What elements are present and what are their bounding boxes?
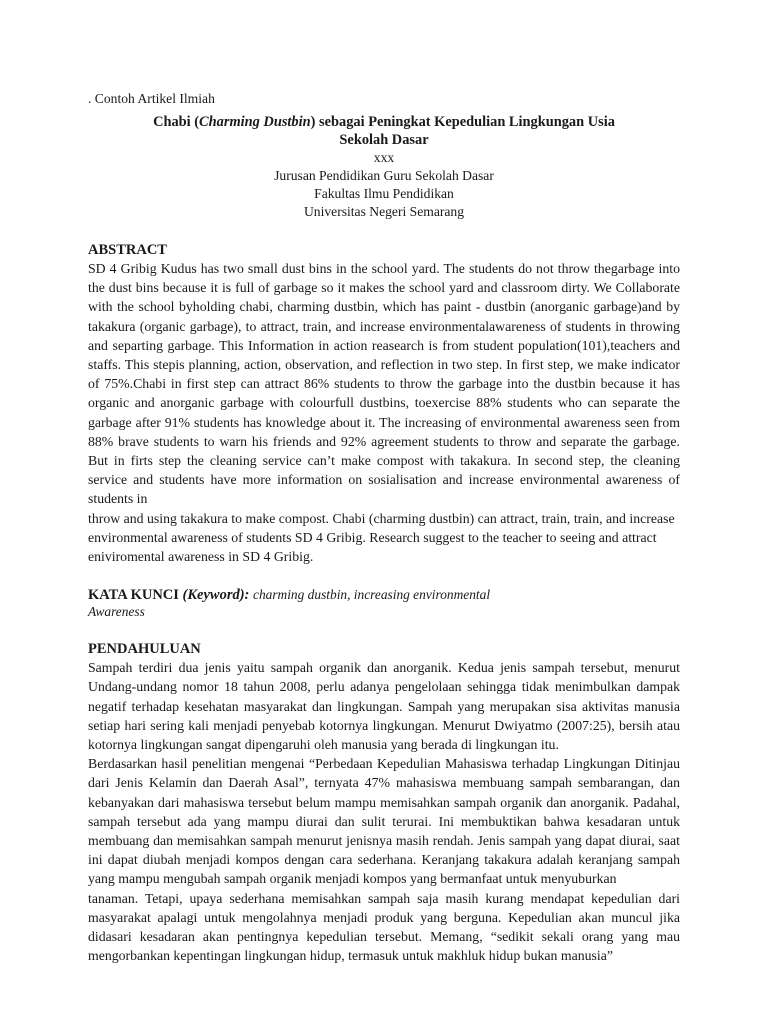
- keywords-text-line-2: Awareness: [88, 604, 145, 620]
- intro-paragraph-2: Berdasarkan hasil penelitian mengenai “Perbedaan Kepedulian Mahasiswa terhadap Lingkungan Ditinjau dari Jenis Kelamin dan Daerah Asal”, ternyata 47% mahasiswa membuang sampah sembarangan, dan kebanyakan dari mahasiswa tersebut belum mampu memisahkan sampah organik dan anorganik. Padahal, sampah tersebut ada yang mampu diurai dan sulit terurai. Ini membuktikan bahwa kesadaran untuk membuang dan memisahkan sampah menurut jenisnya masih rendah. Jenis sampah yang dapat diurai, saat ini dapat diubah menjadi kompos dengan cara sederhana. Keranjang takakura adalah keranjang sampah yang mampu mengubah sampah organik menjadi kompos yang bermanfaat untuk menyuburkan: [88, 756, 680, 887]
- title-prefix: Chabi (: [153, 114, 200, 130]
- intro-paragraph-3: tanaman. Tetapi, upaya sederhana memisahkan sampah saja masih kurang mendapat kepedulian dari masyarakat apalagi untuk mengolahnya menjadi produk yang berguna. Kepedulian akan muncul jika didasari kesadaran akan pentingnya kepedulian tersebut. Memang, “sedikit sekali orang yang mau mengorbankan kepentingan lingkungan hidup, termasuk untuk makhluk hidup bukan manusia”: [88, 890, 680, 964]
- keywords-label-italic: (Keyword):: [182, 587, 250, 604]
- affiliation-university: Universitas Negeri Semarang: [303, 204, 465, 219]
- abstract-paragraph-2: throw and using takakura to make compost. Chabi (charming dustbin) can attract, train, train, and increase environmental awareness of students SD 4 Gribig. Research suggest to the teacher to seeing and attract eniviromental awareness in SD 4 Gribig.: [88, 510, 675, 565]
- keywords-text: charming dustbin, increasing environmental: [253, 587, 491, 603]
- intro-paragraph-1: Sampah terdiri dua jenis yaitu sampah organik dan anorganik. Kedua jenis sampah tersebut, menurut Undang-undang nomor 18 tahun 2008, perlu adanya pengelolaan sehingga tidak menimbulkan dampak negatif terhadap kesehatan masyarakat dan lingkungan. Sampah yang merupakan sisa aktivitas manusia setiap hari sering kali menjadi penyebab kotornya lingkungan. Menurut Dwiyatmo (2007:25), bersih atau kotornya lingkungan sangat dipengaruhi oleh manusia yang berada di lingkungan itu.: [88, 660, 680, 753]
- affiliation-faculty: Fakultas Ilmu Pendidikan: [314, 186, 454, 201]
- title-line-2: Sekolah Dasar: [339, 132, 429, 148]
- keywords-label: KATA KUNCI: [88, 587, 179, 604]
- document-label: . Contoh Artikel Ilmiah: [88, 91, 215, 106]
- abstract-heading: ABSTRACT: [88, 242, 167, 258]
- intro-heading: PENDAHULUAN: [88, 641, 201, 658]
- author: xxx: [373, 150, 395, 165]
- abstract-paragraph-1: SD 4 Gribig Kudus has two small dust bins in the school yard. The students do not throw thegarbage into the dust bins because it is full of garbage so it makes the school yard and classroom dirty. We Collaborate with the school byholding chabi, charming dustbin, which has paint - dustbin (anorganic garbage)and by takakura (organic garbage), to attract, train, and increase environmentalawareness of students in throwing and separting garbage. This Information in action reasearch is from student population(101),teachers and staffs. This stepis planning, action, observation, and reflection in two step. In first step, we make indicator of 75%.Chabi in first step can attract 86% students to throw the garbage into the dustbin because it has organic and anorganic garbage with colourfull dustbins, toexercise 88% students who can separate the garbage after 91% students has knowledge about it. The increasing of environmental awareness seen from 88% brave students to warn his friends and 92% agreement students to throw and separate the garbage. But in firts step the cleaning service can’t make compost with takakura. In second step, the cleaning service and students have more information on sosialisation and increase environmental awareness of students in: [88, 261, 680, 507]
- article-title: [88, 113, 680, 149]
- title-italic: Charming Dustbin: [199, 114, 311, 130]
- article-page: [88, 90, 680, 966]
- keywords-line: [88, 586, 680, 604]
- affiliation-department: Jurusan Pendidikan Guru Sekolah Dasar: [274, 168, 494, 183]
- title-suffix: ) sebagai Peningkat Kepedulian Lingkungan Usia: [310, 114, 615, 130]
